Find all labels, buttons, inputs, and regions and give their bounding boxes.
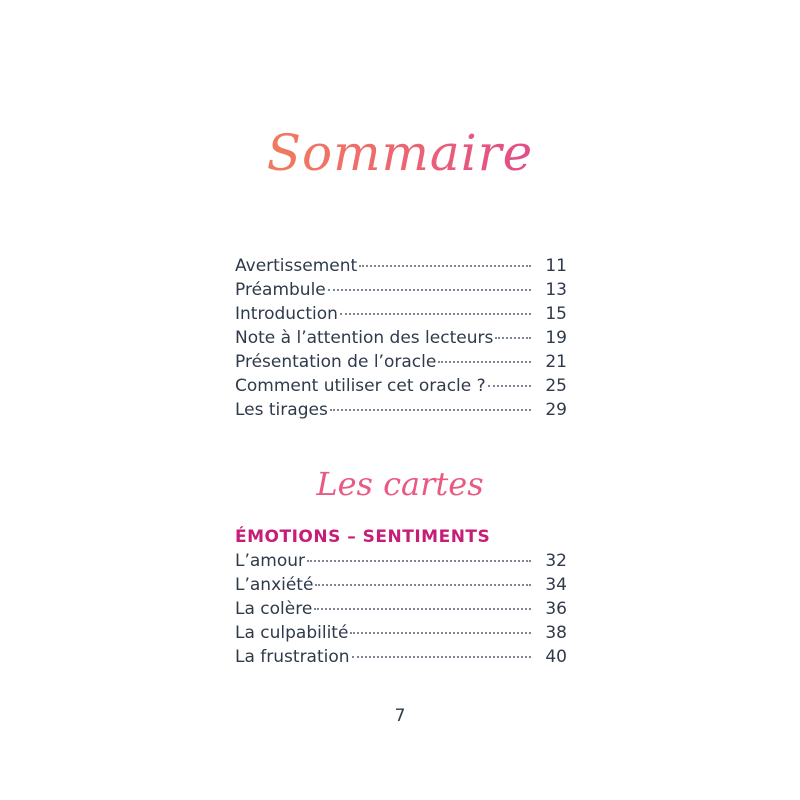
page-title: Sommaire — [0, 118, 800, 188]
dot-leader — [438, 361, 531, 363]
toc-intro-list — [235, 254, 567, 422]
toc-entry-page: 19 — [545, 328, 567, 348]
dot-leader — [330, 409, 531, 411]
dot-leader — [488, 385, 531, 387]
toc-entry-page: 25 — [545, 376, 567, 396]
toc-entry — [235, 549, 567, 573]
toc-entry — [235, 621, 567, 645]
toc-entry-page: 11 — [545, 256, 567, 276]
dot-leader — [359, 265, 531, 267]
dot-leader — [350, 632, 531, 634]
dot-leader — [328, 289, 531, 291]
toc-entry-page: 21 — [545, 352, 567, 372]
toc-entry-label: Avertissement — [235, 256, 358, 276]
toc-entry-page: 36 — [545, 599, 567, 619]
dot-leader — [314, 608, 531, 610]
toc-entry-label: Introduction — [235, 304, 338, 324]
dot-leader — [340, 313, 531, 315]
toc-entry — [235, 398, 567, 422]
toc-entry-label: Les tirages — [235, 400, 328, 420]
toc-entry — [235, 254, 567, 278]
toc-entry — [235, 350, 567, 374]
page-number: 7 — [394, 706, 406, 726]
toc-entry-label: La culpabilité — [235, 623, 349, 643]
toc-entry — [235, 302, 567, 326]
toc-entry — [235, 597, 567, 621]
toc-entry-page: 40 — [545, 647, 567, 667]
toc-entry-page: 15 — [545, 304, 567, 324]
toc-entry-label: Comment utiliser cet oracle ? — [235, 376, 486, 396]
toc-entry — [235, 645, 567, 669]
toc-entry-label: Préambule — [235, 280, 326, 300]
dot-leader — [307, 560, 531, 562]
section-subtitle: Les cartes — [316, 465, 484, 503]
toc-entry — [235, 573, 567, 597]
toc-entry-label: Présentation de l’oracle — [235, 352, 437, 372]
dot-leader — [352, 656, 531, 658]
toc-entry-label: La colère — [235, 599, 313, 619]
dot-leader — [315, 584, 531, 586]
toc-entry-page: 13 — [545, 280, 567, 300]
toc-entry — [235, 278, 567, 302]
toc-entry-label: L’amour — [235, 551, 306, 571]
toc-cards-list — [235, 549, 567, 669]
toc-entry-page: 32 — [545, 551, 567, 571]
toc-entry-page: 29 — [545, 400, 567, 420]
toc-entry-page: 34 — [545, 575, 567, 595]
toc-entry-label: La frustration — [235, 647, 350, 667]
dot-leader — [495, 337, 531, 339]
toc-entry-label: L’anxiété — [235, 575, 314, 595]
toc-entry — [235, 326, 567, 350]
toc-entry-label: Note à l’attention des lecteurs — [235, 328, 494, 348]
toc-entry — [235, 374, 567, 398]
section-heading: ÉMOTIONS – SENTIMENTS — [235, 527, 491, 547]
toc-entry-page: 38 — [545, 623, 567, 643]
